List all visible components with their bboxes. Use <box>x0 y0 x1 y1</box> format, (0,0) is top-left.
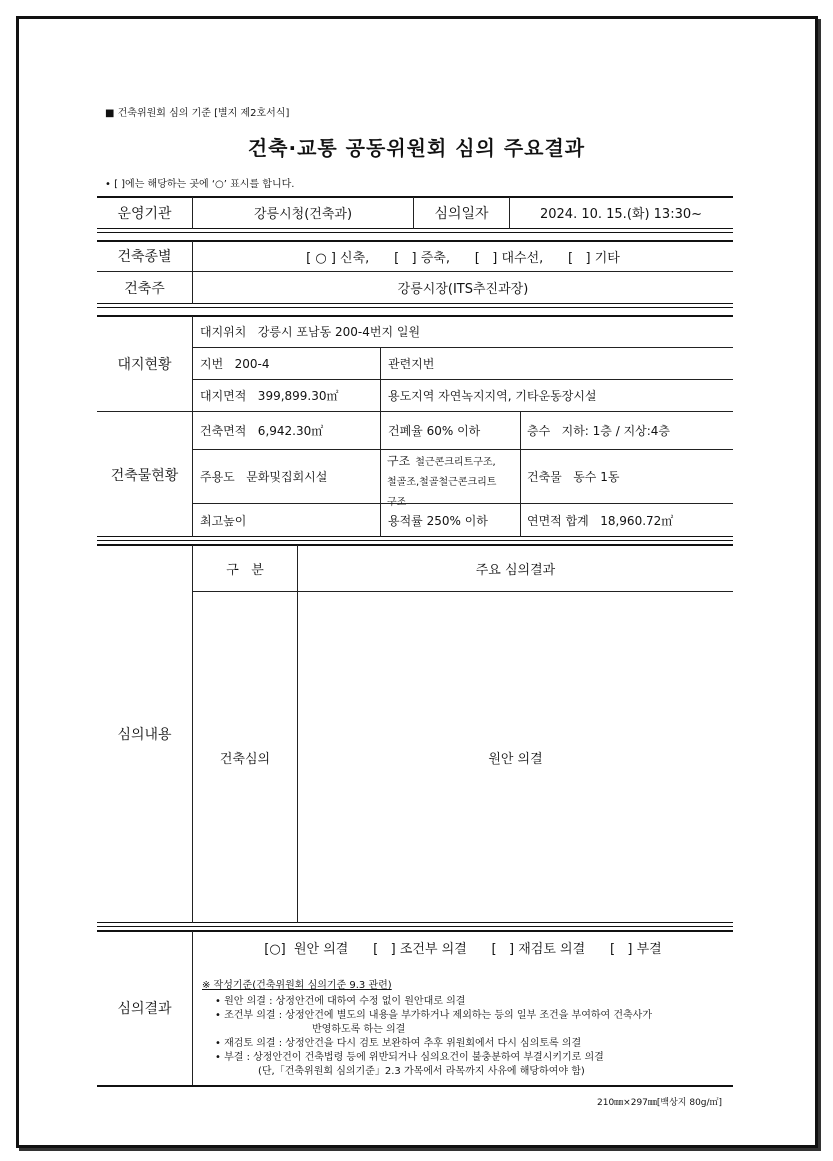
site-location: 대지위치 강릉시 포남동 200-4번지 일원 <box>200 325 421 339</box>
site-area: 대지면적 399,899.30㎡ <box>200 389 339 403</box>
col-result-header: 주요 심의결과 <box>475 562 556 578</box>
divider <box>380 412 381 537</box>
note-rejected: • 부결 : 상정안건이 건축법령 등에 위반되거나 심의요건이 불충분하여 부결시키기로 의결 <box>215 1052 604 1063</box>
floor-area-ratio: 용적률 250% 이하 <box>388 513 488 528</box>
review-category: 건축심의 <box>219 751 271 767</box>
build-area: 건축면적 6,942.30㎡ <box>200 424 324 438</box>
building-count: 건축물 동수 1동 <box>527 470 620 484</box>
page-title: 건축·교통 공동위원회 심의 주요결과 <box>247 136 586 160</box>
note-rejected-cont: (단,「건축위원회 심의기준」2.3 가목에서 라목까지 사유에 해당하여야 함) <box>258 1066 585 1077</box>
site-label: 대지현황 <box>117 356 172 373</box>
owner-value: 강릉시장(ITS추진과장) <box>397 282 529 297</box>
note-original: • 원안 의결 : 상정안건에 대하여 수정 없이 원안대로 의결 <box>215 996 466 1007</box>
review-result: 원안 의결 <box>488 751 543 767</box>
site-lot: 지번 200-4 <box>200 357 270 371</box>
divider <box>192 412 193 537</box>
note-conditional: • 조건부 의결 : 상정안건에 별도의 내용을 부가하거나 제외하는 등의 일부 조건을 부여하여 건축사가 <box>215 1010 652 1021</box>
org-value: 강릉시청(건축과) <box>253 207 353 222</box>
divider <box>380 348 381 411</box>
divider <box>520 412 521 537</box>
form-code: ■ 건축위원회 심의 기준 [별지 제2호서식] <box>105 108 290 119</box>
structure-label: 구조 <box>387 454 411 468</box>
structure-value-2: 철골조,철골철근콘크리트 <box>387 477 497 488</box>
date-value: 2024. 10. 15.(화) 13:30~ <box>539 207 703 222</box>
note-title: ※ 작성기준(건축위원회 심의기준 9.3 관련) <box>202 980 392 991</box>
total-floor-area: 연면적 합계 18,960.72㎡ <box>527 513 674 528</box>
max-height: 최고높이 <box>200 513 247 528</box>
paper-spec: 210㎜×297㎜[백상지 80g/㎡] <box>597 1098 723 1108</box>
note-conditional-cont: 반영하도록 하는 의결 <box>312 1024 406 1035</box>
type-label: 건축종별 <box>117 249 172 265</box>
structure-value-1: 철근콘크리트구조, <box>415 457 496 468</box>
site-zoning: 용도지역 자연녹지지역, 기타운동장시설 <box>388 389 597 403</box>
structure-cell <box>387 451 519 511</box>
result-label: 심의결과 <box>117 1001 172 1017</box>
review-label: 심의내용 <box>117 726 172 743</box>
note-reexamine: • 재검토 의결 : 상정안건을 다시 검토 보완하여 추후 위원회에서 다시 심의토록 의결 <box>215 1038 582 1049</box>
type-options: [ ○ ] 신축, [ ] 증축, [ ] 대수선, [ ] 기타 <box>306 250 620 266</box>
org-label: 운영기관 <box>117 205 172 222</box>
col-category-header: 구 분 <box>226 562 264 578</box>
rule <box>97 1085 733 1087</box>
site-related-lot: 관련지번 <box>388 357 435 371</box>
divider <box>192 316 193 411</box>
floors: 층수 지하: 1층 / 지상:4층 <box>527 424 671 438</box>
building-label: 건축물현황 <box>110 467 179 484</box>
owner-label: 건축주 <box>124 280 165 297</box>
result-options: [○] 원안 의결 [ ] 조건부 의결 [ ] 재검토 의결 [ ] 부결 <box>264 942 662 957</box>
structure-value-3: 구조 <box>387 497 407 508</box>
main-use: 주용도 문화및집회시설 <box>200 470 328 484</box>
instruction-text: • [ ]에는 해당하는 곳에 ‘○’ 표시를 합니다. <box>105 179 295 190</box>
date-label: 심의일자 <box>434 205 489 222</box>
coverage-ratio: 건폐율 60% 이하 <box>388 424 481 438</box>
